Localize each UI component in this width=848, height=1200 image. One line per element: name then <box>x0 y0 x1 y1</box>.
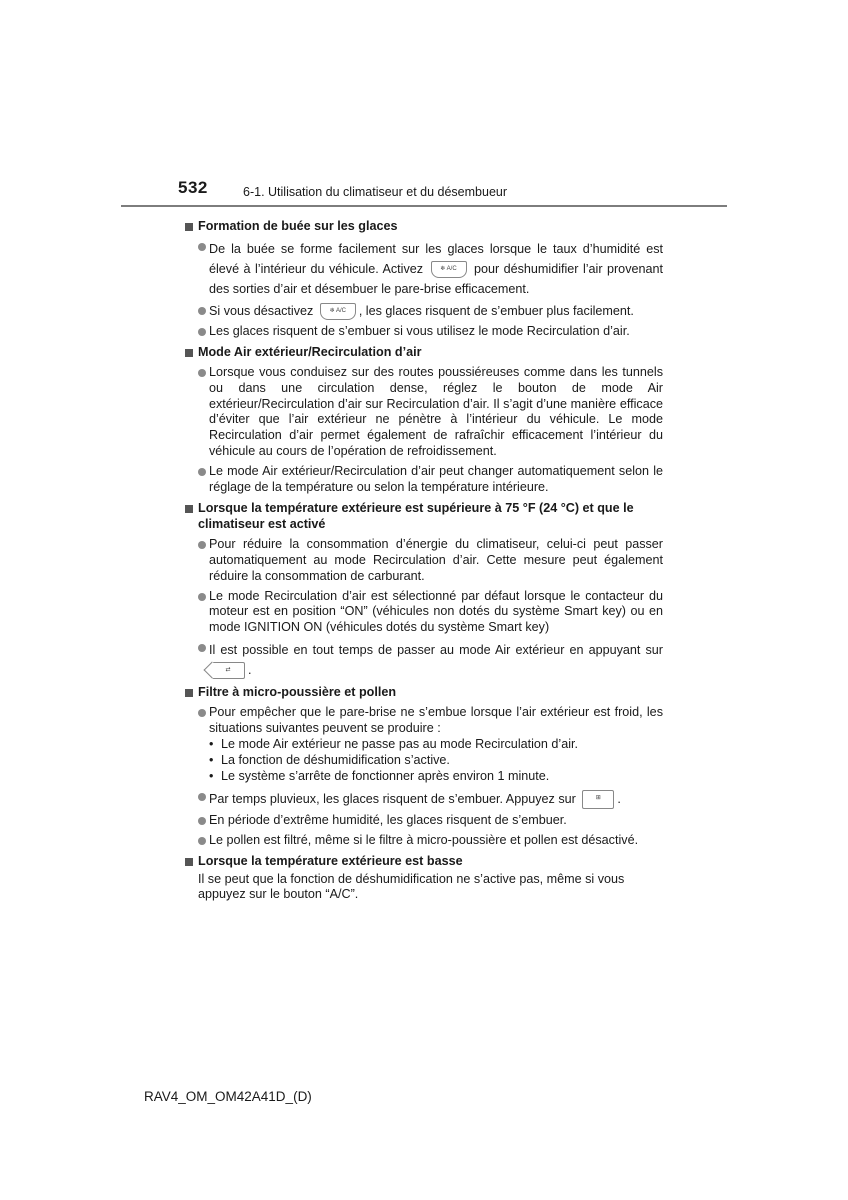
bullet-text: . <box>617 791 621 806</box>
section-low-temp <box>183 854 663 904</box>
section-high-temp <box>183 501 663 680</box>
page-number: 532 <box>178 178 208 197</box>
bullet-item <box>183 239 663 299</box>
bullet-item: Le mode Air extérieur/Recirculation d’air peut changer automatiquement selon le réglage de la température ou selon la température intérieure. <box>183 464 663 496</box>
footer-code: RAV4_OM_OM42A41D_(D) <box>144 1089 312 1104</box>
bullet-item <box>183 303 663 320</box>
recirculation-button-icon: ⇄ <box>212 662 245 679</box>
ac-button-icon: ❄ A/C <box>320 303 356 320</box>
section-fog <box>183 219 663 340</box>
bullet-item <box>183 789 663 809</box>
sub-item: • La fonction de déshumidification s’active. <box>183 753 663 769</box>
section-title: 6-1. Utilisation du climatiseur et du désembueur <box>243 185 508 199</box>
bullet-text: De la buée se forme facilement sur les glaces lorsque le taux d’humidité est élevé à l’intérieur du véhicule. Activez <box>209 241 663 276</box>
paragraph: Il se peut que la fonction de déshumidification ne s’active pas, même si vous appuyez sur le bouton “A/C”. <box>198 871 625 902</box>
section-heading: Lorsque la température extérieure est basse <box>183 854 663 870</box>
bullet-text: Il est possible en tout temps de passer au mode Air extérieur en appuyant sur <box>209 643 663 658</box>
bullet-text: Si vous désactivez <box>209 303 314 318</box>
bullet-item <box>183 640 663 680</box>
ac-button-icon: ❄ A/C <box>431 261 467 278</box>
section-heading: Mode Air extérieur/Recirculation d’air <box>183 345 663 361</box>
section-heading: Lorsque la température extérieure est supérieure à 75 °F (24 °C) et que le climatiseur est activé <box>183 501 663 533</box>
section-recirculation <box>183 345 663 496</box>
bullet-text: . <box>248 663 252 678</box>
bullet-item: Pour empêcher que le pare-brise ne s’embue lorsque l’air extérieur est froid, les situations suivantes peuvent se produire : <box>183 705 663 737</box>
section-heading: Formation de buée sur les glaces <box>183 219 663 235</box>
header-rule <box>121 205 727 207</box>
bullet-text: Par temps pluvieux, les glaces risquent de s’embuer. Appuyez sur <box>209 791 576 806</box>
bullet-text: pour déshumidifier l’air provenant des sorties d’air et désembuer le pare-brise efficacement. <box>209 261 664 296</box>
content <box>183 214 663 903</box>
bullet-item: En période d’extrême humidité, les glaces risquent de s’embuer. <box>183 813 663 829</box>
sub-item: • Le système s’arrête de fonctionner après environ 1 minute. <box>183 769 663 785</box>
bullet-item: Lorsque vous conduisez sur des routes poussiéreuses comme dans les tunnels ou dans une circulation dense, réglez le bouton de mode Air extérieur/Recirculation d’air sur Recirculation d’air. Il s’agit d’une manière efficace d’éviter que l’air extérieur ne pénètre à l’intérieur du véhicule. Le mode Recirculation d’air permet également de rafraîchir efficacement l’intérieur du véhicule au cours de l’opération de refroidissement. <box>183 365 663 460</box>
sub-item: • Le mode Air extérieur ne passe pas au mode Recirculation d’air. <box>183 737 663 753</box>
front-defogger-button-icon: ⊞ <box>582 790 614 809</box>
bullet-text: , les glaces risquent de s’embuer plus facilement. <box>358 303 634 318</box>
bullet-item: Le mode Recirculation d’air est sélectionné par défaut lorsque le contacteur du moteur est en position “ON” (véhicules non dotés du système Smart key) ou en mode IGNITION ON (véhicules dotés du système Smart key) <box>183 589 663 637</box>
section-filter <box>183 685 663 848</box>
bullet-item: Pour réduire la consommation d’énergie du climatiseur, celui-ci peut passer automatiquement au mode Recirculation d’air. Cette mesure peut également réduire la consommation de carburant. <box>183 537 663 585</box>
bullet-item: Les glaces risquent de s’embuer si vous utilisez le mode Recirculation d’air. <box>183 324 663 340</box>
bullet-item: Le pollen est filtré, même si le filtre à micro-poussière et pollen est désactivé. <box>183 833 663 849</box>
section-heading: Filtre à micro-poussière et pollen <box>183 685 663 701</box>
